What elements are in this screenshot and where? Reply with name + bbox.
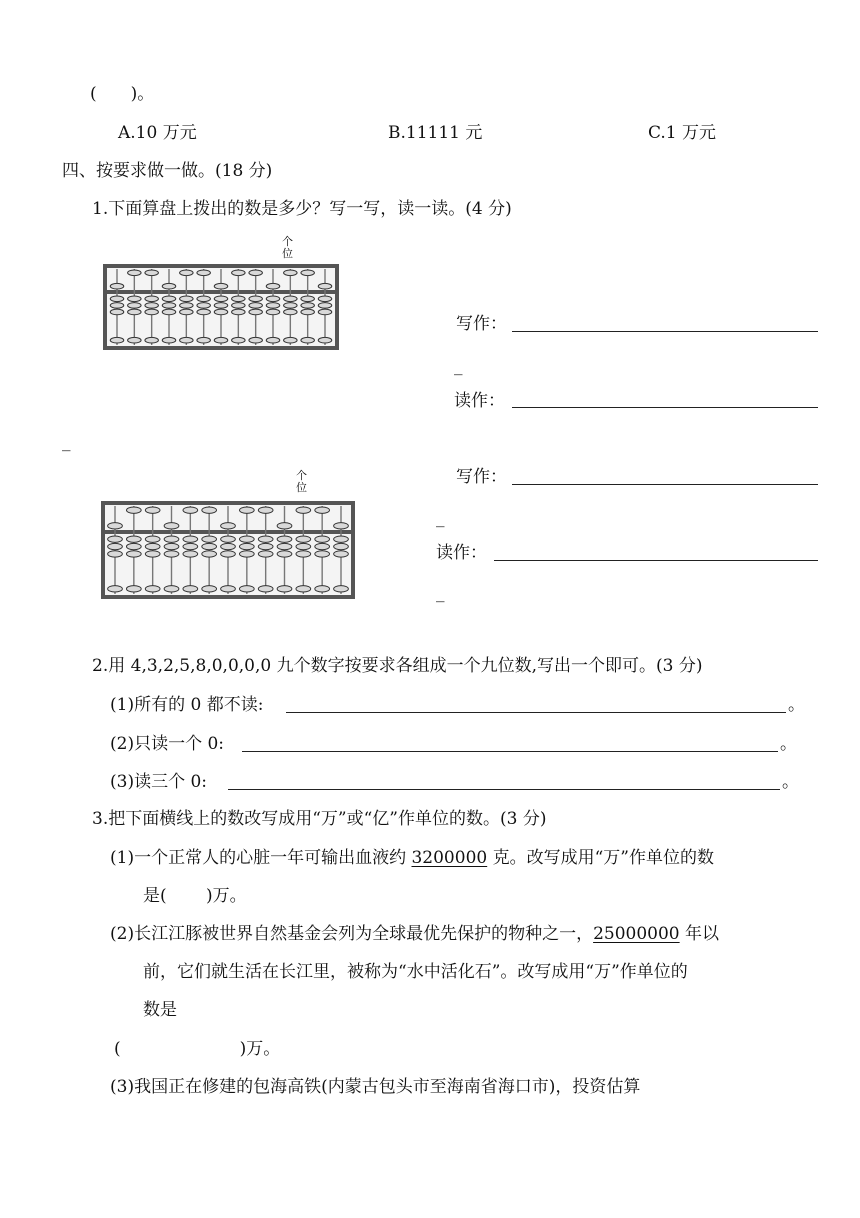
prev-question-tail: ( )。 — [90, 84, 155, 104]
q1b-read-line[interactable] — [494, 560, 818, 561]
q1b-read-label: 读作： — [436, 543, 487, 563]
q3-item1-post: 克。改写成用“万”作单位的数 — [487, 848, 714, 868]
q3-item2-post: 年以 — [679, 924, 720, 944]
q3-item1-number: 3200000 — [411, 848, 488, 868]
q2-line-1[interactable] — [286, 712, 786, 713]
q3-item1-line1 — [110, 850, 714, 867]
section-title: 四、按要求做一做。(18 分) — [62, 161, 273, 181]
q1b-write-label: 写作： — [456, 467, 507, 487]
q2-end-3: 。 — [782, 772, 799, 792]
q3-item1-pre: (1)一个正常人的心脏一年可输出血液约 — [110, 848, 412, 868]
abacus2-unit-label: 个位 — [296, 469, 307, 494]
q2-end-2: 。 — [780, 734, 797, 754]
dash-2: _ — [62, 432, 71, 452]
q1b-write-line[interactable] — [512, 484, 818, 485]
option-a: A.10 万元 — [118, 123, 197, 143]
q1a-read-line[interactable] — [512, 407, 818, 408]
q2-item-3: (3)读三个 0: — [110, 772, 208, 792]
q2-line-2[interactable] — [242, 751, 778, 752]
q2-line-3[interactable] — [228, 789, 780, 790]
q3-item1-line2: 是( )万。 — [143, 886, 247, 906]
q2-item-2: (2)只读一个 0: — [110, 734, 225, 754]
abacus-1 — [103, 264, 339, 350]
q1a-write-line[interactable] — [512, 331, 818, 332]
option-b: B.11111 元 — [388, 123, 483, 143]
q3-item2-line3: 数是 — [143, 1000, 177, 1020]
abacus-2 — [101, 501, 355, 599]
option-c: C.1 万元 — [648, 123, 717, 143]
abacus1-unit-label: 个位 — [282, 235, 293, 260]
q3-item3-text: (3)我国正在修建的包海高铁(内蒙古包头市至海南省海口市)，投资估算 — [110, 1077, 641, 1097]
q1-prompt: 1.下面算盘上拨出的数是多少？写一写，读一读。(4 分) — [92, 199, 512, 219]
dash-4: _ — [436, 583, 445, 603]
q3-prompt: 3.把下面横线上的数改写成用“万”或“亿”作单位的数。(3 分) — [92, 809, 547, 829]
q2-item-1: (1)所有的 0 都不读: — [110, 695, 264, 715]
dash-1: _ — [454, 356, 463, 376]
q2-prompt: 2.用 4,3,2,5,8,0,0,0,0 九个数字按要求各组成一个九位数,写出一个即可。(3 分) — [92, 656, 703, 676]
q3-item2-number: 25000000 — [593, 924, 680, 944]
q3-item2-line2: 前，它们就生活在长江里，被称为“水中活化石”。改写成用“万”作单位的 — [143, 962, 688, 982]
q3-item2-pre: (2)长江江豚被世界自然基金会列为全球最优先保护的物种之一， — [110, 924, 594, 944]
dash-3: _ — [436, 508, 445, 528]
q1a-write-label: 写作： — [456, 314, 507, 334]
q3-item2-line1 — [110, 926, 719, 943]
q3-item2-line4: ( )万。 — [114, 1039, 281, 1059]
q2-end-1: 。 — [788, 695, 805, 715]
q1a-read-label: 读作： — [454, 391, 505, 411]
